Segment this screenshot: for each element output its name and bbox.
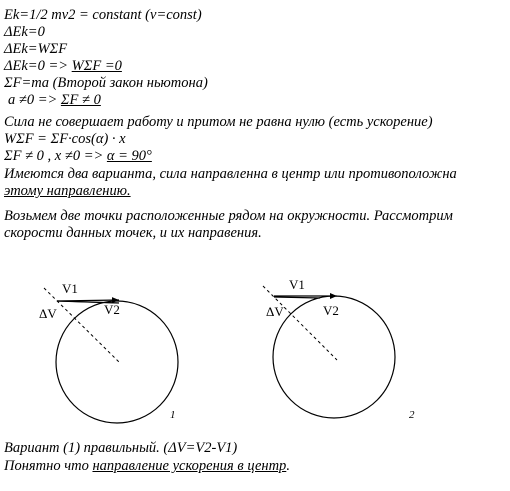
conclusion-line [4,458,290,475]
conclusion-period: . [286,458,290,474]
v2-label-2: V2 [323,303,339,318]
v1-label-1: V1 [62,281,78,296]
two-points-line: Возьмем две точки расположенные рядом на окружности. Рассмотрим [4,208,453,224]
delta-ek-work-line: ΔEk=WΣF [4,41,68,57]
conclusion-prefix: Понятно что [4,458,93,474]
work-formula-line: WΣF = ΣF·cos(α) · x [4,131,126,147]
v2-label-1: V2 [104,302,120,317]
velocities-line: скорости данных точек, и их направения. [4,225,262,241]
energy-constant-line: Ek=1/2 mv2 = constant (v=const) [4,7,202,23]
diagram-1 [39,281,178,423]
conclusion-direction: направление ускорения в центр [92,458,287,474]
force-no-work-line: Сила не совершает работу и притом не равна нулю (есть ускорение) [4,114,433,130]
diagram-number-2: 2 [409,409,415,421]
force-nonzero-result: ΣF ≠ 0 [60,92,101,108]
work-zero-prefix: ΔEk=0 => [4,58,72,74]
two-variants-line: Имеются два варианта, сила направленна в центр или противоположна [4,166,457,182]
radius-dashed-1 [44,288,120,363]
correct-variant-line: Вариант (1) правильный. (ΔV=V2-V1) [4,440,238,456]
angle-prefix: ΣF ≠ 0 , x ≠0 => [4,148,107,164]
newton-law-line: ΣF=ma (Второй закон ньютона) [4,75,208,91]
v1-label-2: V1 [289,277,305,292]
diagram-number-1: 1 [170,409,176,421]
delta-v-label-1: ΔV [39,306,57,321]
circle-1 [56,301,178,423]
acceleration-prefix: a ≠0 => [8,92,61,108]
diagram-2 [263,277,415,421]
velocity-v2-arrow-2 [274,297,320,298]
angle-result: α = 90° [106,148,152,164]
delta-ek-zero-line: ΔEk=0 [4,24,45,40]
delta-v-label-2: ΔV [266,304,284,319]
work-zero-result: WΣF =0 [71,58,122,74]
direction-text: этому направлению. [4,183,131,199]
